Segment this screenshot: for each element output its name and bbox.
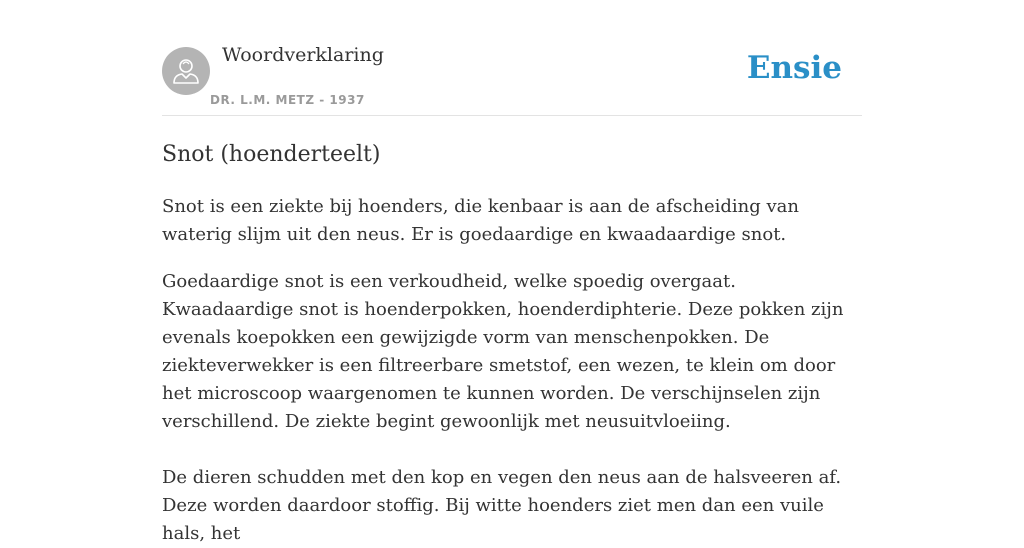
paragraph: Goedaardige snot is een verkoudheid, welke spoedig overgaat. Kwaadaardige snot is hoenderpokken, hoenderdiphterie. Deze pokken zijn evenals koepokken een gewijzigde vorm van menschenpokken. De ziekteverwekker is een filtreerbare smetstof, een wezen, te klein om door het microscoop waargenomen te kunnen worden. De verschijnselen zijn verschillend. De ziekte begint gewoonlijk met neusuitvloeiing. [162,271,844,432]
source-author-year: DR. L.M. METZ - 1937 [210,93,365,107]
source-header [162,0,862,116]
source-title[interactable]: Woordverklaring [222,44,384,66]
page-container [162,0,862,548]
user-icon [162,47,210,95]
article-title: Snot (hoenderteelt) [162,142,381,167]
paragraph: Snot is een ziekte bij hoenders, die kenbaar is aan de afscheiding van waterig slijm uit den neus. Er is goedaardige en kwaadaardige snot. [162,196,800,245]
paragraph: De dieren schudden met den kop en vegen den neus aan de halsveeren af. Deze worden daardoor stoffig. Bij witte hoenders ziet men dan een vuile hals, het [162,467,842,544]
brand-logo[interactable]: Ensie [746,50,842,86]
